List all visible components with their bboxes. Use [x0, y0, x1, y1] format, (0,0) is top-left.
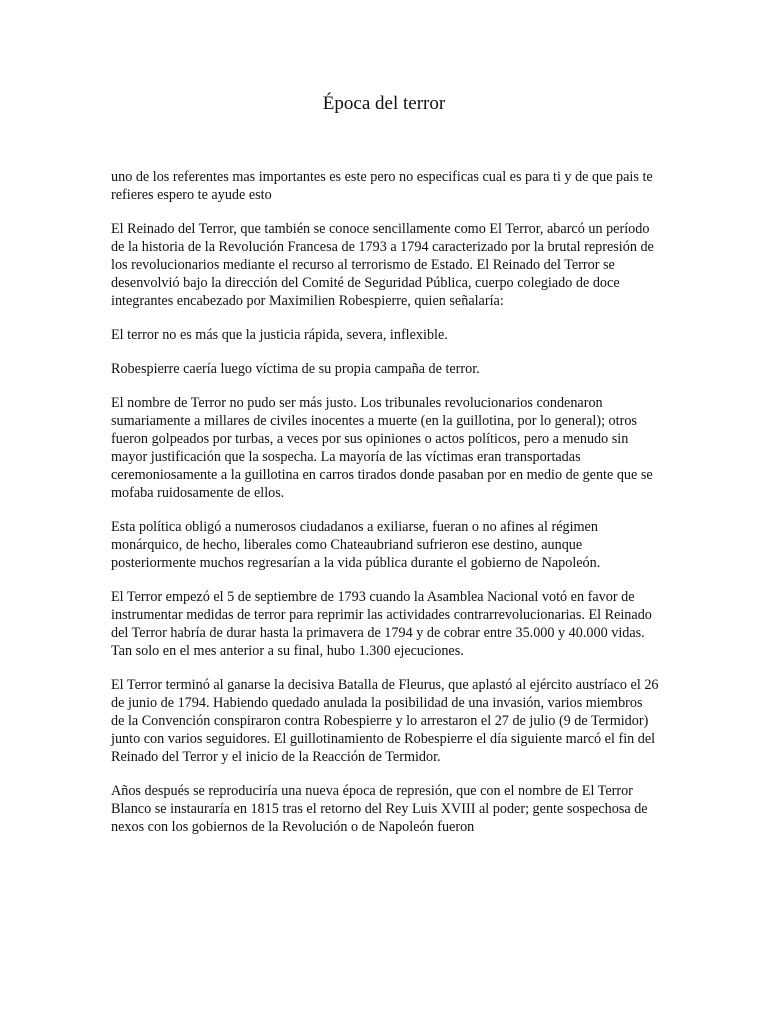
paragraph-nombre-terror: El nombre de Terror no pudo ser más justo. Los tribunales revolucionarios condenaron sumariamente a millares de civiles inocentes a muerte (en la guillotina, por lo general); otros fueron golpeados por turbas, a veces por sus opiniones o actos políticos, pero a menudo sin mayor justificación que la sospecha. La mayoría de las víctimas eran transportadas ceremoniosamente a la guillotina en carros tirados donde pasaban por en medio de gente que se mofaba ruidosamente de ellos. — [111, 395, 653, 501]
paragraph-exilio: Esta política obligó a numerosos ciudadanos a exiliarse, fueran o no afines al régimen monárquico, de hecho, liberales como Chateaubriand sufrieron ese destino, aunque posteriormente muchos regresarían a la vida pública durante el gobierno de Napoleón. — [111, 519, 601, 571]
paragraph-intro: uno de los referentes mas importantes es este pero no especificas cual es para ti y de que pais te refieres espero te ayude esto — [111, 169, 653, 203]
paragraph-robespierre: Robespierre caería luego víctima de su propia campaña de terror. — [111, 361, 480, 377]
paragraph-inicio: El Terror empezó el 5 de septiembre de 1793 cuando la Asamblea Nacional votó en favor de instrumentar medidas de terror para reprimir las actividades contrarrevolucionarias. El Reinado del Terror habría de durar hasta la primavera de 1794 y de cobrar entre 35.000 y 40.000 vidas. Tan solo en el mes anterior a su final, hubo 1.300 ejecuciones. — [111, 589, 652, 659]
paragraph-terror-blanco: Años después se reproduciría una nueva época de represión, que con el nombre de El Terror Blanco se instauraría en 1815 tras el retorno del Rey Luis XVIII al poder; gente sospechosa de nexos con los gobiernos de la Revolución o de Napoleón fueron — [111, 783, 648, 835]
document-title: Época del terror — [322, 93, 446, 114]
paragraph-reinado: El Reinado del Terror, que también se conoce sencillamente como El Terror, abarcó un período de la historia de la Revolución Francesa de 1793 a 1794 caracterizado por la brutal represión de los revolucionarios mediante el recurso al terrorismo de Estado. El Reinado del Terror se desenvolvió bajo la dirección del Comité de Seguridad Pública, cuerpo colegiado de doce integrantes encabezado por Maximilien Robespierre, quien señalaría: — [111, 221, 654, 309]
paragraph-fin: El Terror terminó al ganarse la decisiva Batalla de Fleurus, que aplastó al ejército austríaco el 26 de junio de 1794. Habiendo quedado anulada la posibilidad de una invasión, varios miembros de la Convención conspiraron contra Robespierre y lo arrestaron el 27 de julio (9 de Termidor) junto con varios seguidores. El guillotinamiento de Robespierre el día siguiente marcó el fin del Reinado del Terror y el inicio de la Reacción de Termidor. — [111, 677, 659, 765]
document-body — [111, 168, 659, 852]
paragraph-quote: El terror no es más que la justicia rápida, severa, inflexible. — [111, 327, 448, 343]
